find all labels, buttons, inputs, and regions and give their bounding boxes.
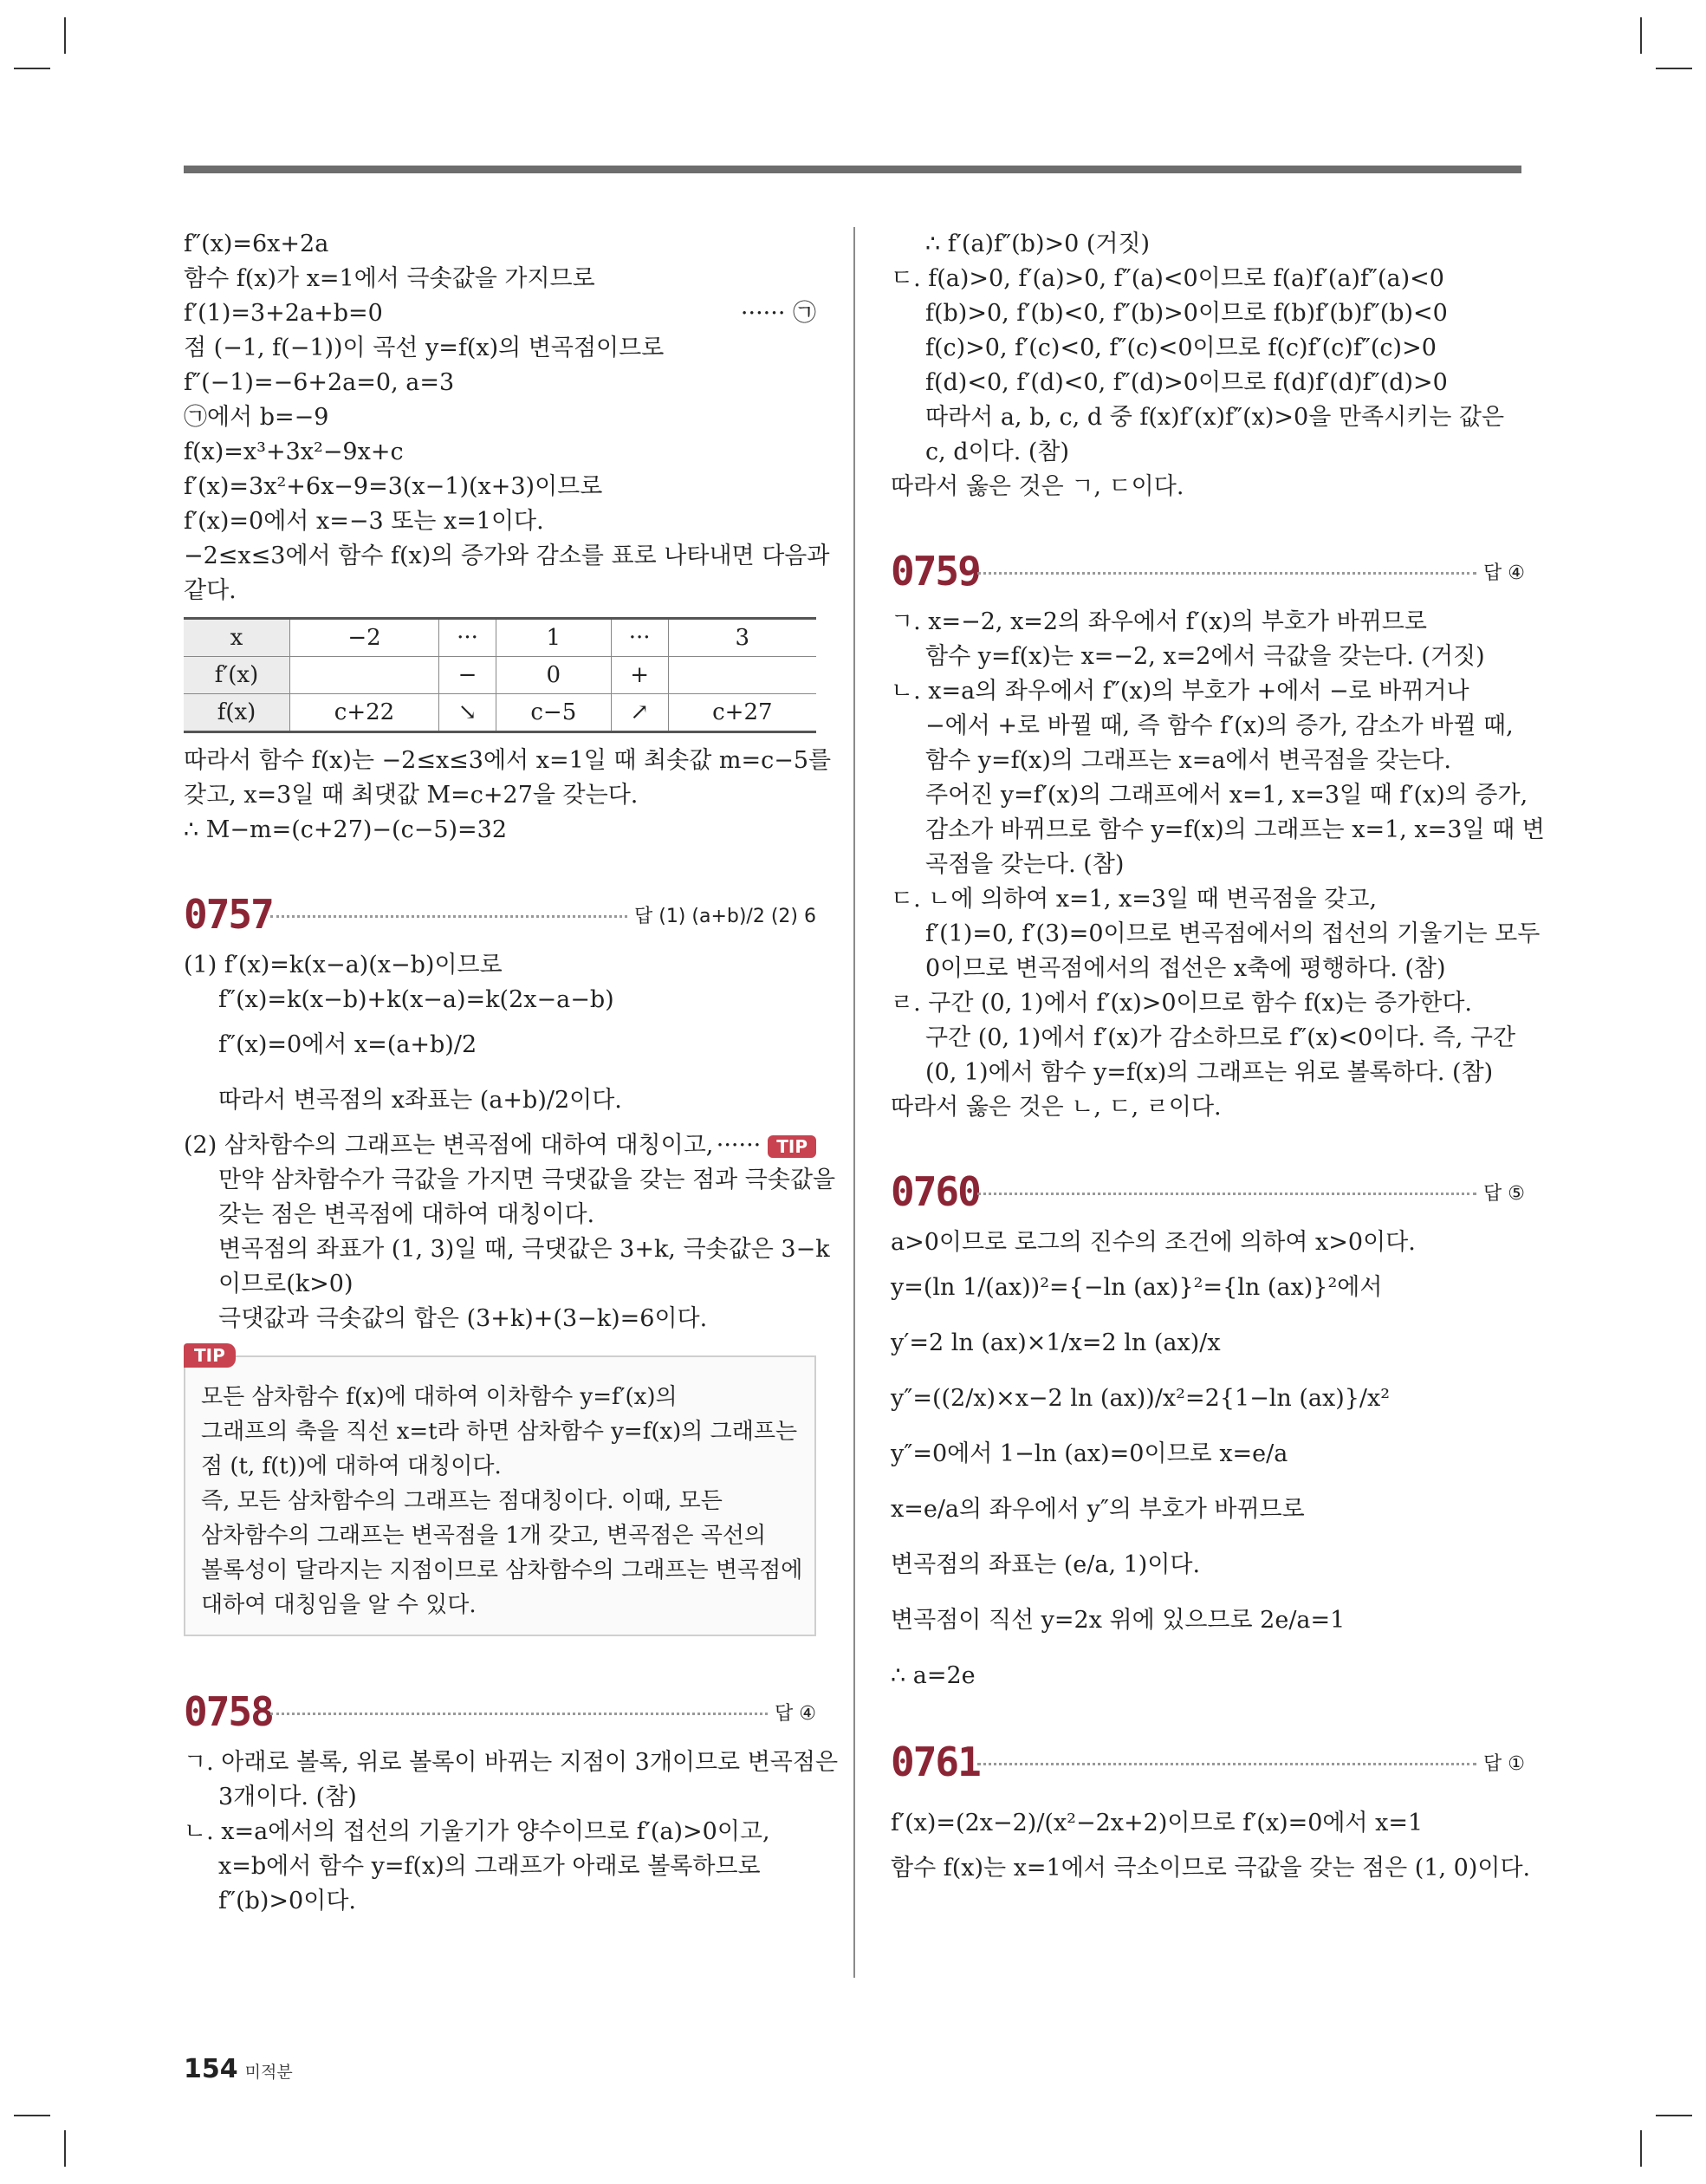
tip-badge: TIP: [184, 1343, 236, 1368]
tip-line: 즉, 모든 삼차함수의 그래프는 점대칭이다. 이때, 모든: [201, 1488, 723, 1514]
solution-line: ㉠에서 b=−9: [184, 404, 329, 431]
table-row: [184, 657, 816, 694]
solution-line: f(d)<0, f′(d)<0, f″(d)>0이므로 f(d)f′(d)f″(d)>0: [925, 369, 1448, 396]
equation-ref: ······ ㉠: [740, 300, 816, 327]
table-cell: −2: [290, 619, 439, 657]
solution-line: 변곡점이 직선 y=2x 위에 있으므로 2e/a=1: [891, 1607, 1346, 1634]
solution-line: −에서 +로 바뀔 때, 즉 함수 f′(x)의 증가, 감소가 바뀔 때,: [925, 712, 1514, 739]
solution-line: (0, 1)에서 함수 y=f(x)의 그래프는 위로 볼록하다. (참): [925, 1059, 1494, 1086]
solution-line: y″=((2/x)×x−2 ln (ax))/x²=2{1−ln (ax)}/x²: [891, 1385, 1391, 1412]
table-cell: 1: [496, 619, 611, 657]
crop-mark: [1640, 17, 1642, 54]
table-cell: −: [438, 657, 496, 694]
increase-decrease-table: [184, 617, 816, 733]
solution-line: f″(x)=0에서 x=(a+b)/2: [218, 1031, 477, 1058]
solution-line: f′(x)=0에서 x=−3 또는 x=1이다.: [184, 508, 544, 535]
solution-line: ㄱ. 아래로 볼록, 위로 볼록이 바뀌는 지점이 3개이므로 변곡점은: [184, 1749, 839, 1776]
table-cell: x: [184, 619, 290, 657]
solution-line: f′(x)=(2x−2)/(x²−2x+2)이므로 f′(x)=0에서 x=1: [891, 1810, 1424, 1836]
solution-line: y′=2 ln (ax)×1/x=2 ln (ax)/x: [891, 1329, 1221, 1356]
solution-line: f″(x)=k(x−b)+k(x−a)=k(2x−a−b): [218, 986, 614, 1013]
answer-label: 답 (1) (a+b)/2 (2) 6: [627, 901, 816, 928]
tip-line: 점 (t, f(t))에 대하여 대칭이다.: [201, 1453, 502, 1479]
solution-line: 감소가 바뀌므로 함수 y=f(x)의 그래프는 x=1, x=3일 때 변: [925, 816, 1545, 843]
table-cell: 0: [496, 657, 611, 694]
problem-number: 0759: [891, 548, 980, 595]
solution-line: ㄷ. ㄴ에 의하여 x=1, x=3일 때 변곡점을 갖고,: [891, 886, 1378, 913]
solution-line: (2) 삼차함수의 그래프는 변곡점에 대하여 대칭이고, ······ TIP: [184, 1128, 816, 1163]
header-rule: [184, 166, 1521, 173]
leader-dots: [270, 1713, 768, 1715]
crop-mark: [14, 2115, 50, 2116]
tip-box: [184, 1345, 816, 1636]
solution-line: 주어진 y=f′(x)의 그래프에서 x=1, x=3일 때 f′(x)의 증가,: [925, 782, 1528, 809]
solution-line: 함수 y=f(x)의 그래프는 x=a에서 변곡점을 갖는다.: [925, 747, 1451, 774]
crop-mark: [64, 17, 66, 54]
page-number: 154: [184, 2054, 238, 2084]
solution-line: 0이므로 변곡점에서의 접선은 x축에 평행하다. (참): [925, 955, 1446, 982]
problem-header-0759: [891, 546, 1525, 596]
solution-line: x=b에서 함수 y=f(x)의 그래프가 아래로 볼록하므로: [218, 1853, 761, 1880]
page-footer: [184, 2054, 293, 2084]
table-row: [184, 619, 816, 657]
solution-line: −2≤x≤3에서 함수 f(x)의 증가와 감소를 표로 나타내면 다음과: [184, 543, 830, 569]
solution-line: y=(ln 1/(ax))²={−ln (ax)}²={ln (ax)}²에서: [891, 1274, 1383, 1301]
solution-line: 구간 (0, 1)에서 f′(x)가 감소하므로 f″(x)<0이다. 즉, 구간: [925, 1024, 1516, 1051]
solution-line: 함수 f(x)가 x=1에서 극솟값을 가지므로: [184, 265, 595, 292]
answer-label: 답 ⑤: [1476, 1179, 1525, 1206]
solution-line: 따라서 옳은 것은 ㄴ, ㄷ, ㄹ이다.: [891, 1094, 1222, 1121]
solution-line: 이므로(k>0): [218, 1271, 354, 1297]
table-cell: ↘: [438, 694, 496, 732]
tip-ref: ······ TIP: [717, 1128, 816, 1164]
solution-line: ㄷ. f(a)>0, f′(a)>0, f″(a)<0이므로 f(a)f′(a)f″(a)<0: [891, 265, 1444, 292]
solution-line: 만약 삼차함수가 극값을 가지면 극댓값을 갖는 점과 극솟값을: [218, 1167, 836, 1193]
solution-line: f″(−1)=−6+2a=0, a=3: [184, 369, 455, 396]
tip-line: 볼록성이 달라지는 지점이므로 삼차함수의 그래프는 변곡점에: [201, 1557, 803, 1583]
leader-dots: [270, 915, 643, 918]
tip-line: 대하여 대칭임을 알 수 있다.: [201, 1592, 477, 1618]
solution-line: f″(b)>0이다.: [218, 1888, 356, 1914]
solution-line: ∴ M−m=(c+27)−(c−5)=32: [184, 816, 508, 843]
solution-line: a>0이므로 로그의 진수의 조건에 의하여 x>0이다.: [891, 1229, 1416, 1256]
problem-header-0760: [891, 1167, 1525, 1217]
solution-line: f′(1)=0, f′(3)=0이므로 변곡점에서의 접선의 기울기는 모두: [925, 920, 1541, 947]
solution-line: f′(x)=3x²+6x−9=3(x−1)(x+3)이므로: [184, 473, 603, 500]
table-cell: [668, 657, 816, 694]
solution-line: ㄱ. x=−2, x=2의 좌우에서 f′(x)의 부호가 바뀌므로: [891, 608, 1427, 635]
solution-line: ∴ a=2e: [891, 1662, 976, 1689]
solution-line: f″(x)=6x+2a: [184, 231, 329, 257]
solution-line: 극댓값과 극솟값의 합은 (3+k)+(3−k)=6이다.: [218, 1305, 708, 1332]
answer-label: 답 ④: [1476, 558, 1525, 585]
solution-line: ㄹ. 구간 (0, 1)에서 f′(x)>0이므로 함수 f(x)는 증가한다.: [891, 990, 1472, 1017]
solution-line: 같다.: [184, 577, 237, 604]
table-cell: ···: [438, 619, 496, 657]
solution-line: f(x)=x³+3x²−9x+c: [184, 439, 404, 465]
solution-line: ㄴ. x=a에서의 접선의 기울기가 양수이므로 f′(a)>0이고,: [184, 1818, 770, 1845]
answer-label: 답 ④: [768, 1699, 816, 1726]
table-cell: c+27: [668, 694, 816, 732]
crop-mark: [64, 2130, 66, 2167]
table-cell: c+22: [290, 694, 439, 732]
problem-number: 0757: [184, 891, 273, 938]
table-cell: c−5: [496, 694, 611, 732]
solution-line: c, d이다. (참): [925, 439, 1070, 465]
solution-line: ∴ f′(a)f″(b)>0 (거짓): [925, 231, 1151, 257]
left-column: [184, 227, 839, 1919]
solution-line: 3개이다. (참): [218, 1784, 357, 1810]
solution-line: 따라서 옳은 것은 ㄱ, ㄷ이다.: [891, 473, 1184, 500]
solution-line: (1) f′(x)=k(x−a)(x−b)이므로: [184, 952, 503, 978]
solution-line: 함수 y=f(x)는 x=−2, x=2에서 극값을 갖는다. (거짓): [925, 643, 1485, 670]
solution-line: 갖고, x=3일 때 최댓값 M=c+27을 갖는다.: [184, 782, 639, 809]
table-cell: ···: [611, 619, 668, 657]
crop-mark: [14, 68, 50, 69]
crop-mark: [1640, 2130, 1642, 2167]
table-cell: f(x): [184, 694, 290, 732]
solution-line: 변곡점의 좌표는 (e/a, 1)이다.: [891, 1551, 1201, 1578]
solution-line: 따라서 변곡점의 x좌표는 (a+b)/2이다.: [218, 1087, 622, 1114]
solution-line: 점 (−1, f(−1))이 곡선 y=f(x)의 변곡점이므로: [184, 335, 665, 361]
problem-number: 0758: [184, 1688, 273, 1735]
crop-mark: [1656, 2115, 1692, 2116]
answer-label: 답 ①: [1476, 1749, 1525, 1776]
problem-number: 0761: [891, 1739, 980, 1785]
problem-number: 0760: [891, 1168, 980, 1215]
problem-header-0761: [891, 1737, 1525, 1787]
table-row: [184, 694, 816, 732]
table-cell: +: [611, 657, 668, 694]
problem-header-0757: [184, 889, 816, 939]
leader-dots: [977, 1763, 1476, 1765]
right-column: [891, 227, 1545, 1886]
solution-line: 함수 f(x)는 x=1에서 극소이므로 극값을 갖는 점은 (1, 0)이다.: [891, 1855, 1531, 1882]
column-divider: [853, 227, 855, 1978]
solution-line: y″=0에서 1−ln (ax)=0이므로 x=e/a: [891, 1440, 1288, 1467]
solution-line: f(c)>0, f′(c)<0, f″(c)<0이므로 f(c)f′(c)f″(c)>0: [925, 335, 1437, 361]
solution-line: 갖는 점은 변곡점에 대하여 대칭이다.: [218, 1201, 595, 1228]
table-cell: [290, 657, 439, 694]
tip-badge-inline: TIP: [768, 1135, 816, 1158]
table-cell: ↗: [611, 694, 668, 732]
solution-line: x=e/a의 좌우에서 y″의 부호가 바뀌므로: [891, 1496, 1305, 1523]
tip-line: 모든 삼차함수 f(x)에 대하여 이차함수 y=f′(x)의: [201, 1384, 678, 1410]
crop-mark: [1656, 68, 1692, 69]
table-cell: f′(x): [184, 657, 290, 694]
solution-line: f(b)>0, f′(b)<0, f″(b)>0이므로 f(b)f′(b)f″(b)<0: [925, 300, 1448, 327]
section-label: 미적분: [244, 2063, 293, 2082]
leader-dots: [977, 572, 1476, 575]
table-cell: 3: [668, 619, 816, 657]
solution-line: 따라서 함수 f(x)는 −2≤x≤3에서 x=1일 때 최솟값 m=c−5를: [184, 747, 832, 774]
solution-line: 따라서 a, b, c, d 중 f(x)f′(x)f″(x)>0을 만족시키는 값은: [925, 404, 1505, 431]
leader-dots: [977, 1193, 1476, 1195]
tip-line: 삼차함수의 그래프는 변곡점을 1개 갖고, 변곡점은 곡선의: [201, 1523, 767, 1549]
problem-header-0758: [184, 1687, 816, 1737]
solution-line: 변곡점의 좌표가 (1, 3)일 때, 극댓값은 3+k, 극솟값은 3−k: [218, 1236, 830, 1263]
solution-line: ㄴ. x=a의 좌우에서 f″(x)의 부호가 +에서 −로 바뀌거나: [891, 678, 1469, 705]
solution-line: f′(1)=3+2a+b=0 ······ ㉠: [184, 296, 816, 331]
solution-line: 곡점을 갖는다. (참): [925, 851, 1125, 878]
tip-line: 그래프의 축을 직선 x=t라 하면 삼차함수 y=f(x)의 그래프는: [201, 1419, 798, 1445]
